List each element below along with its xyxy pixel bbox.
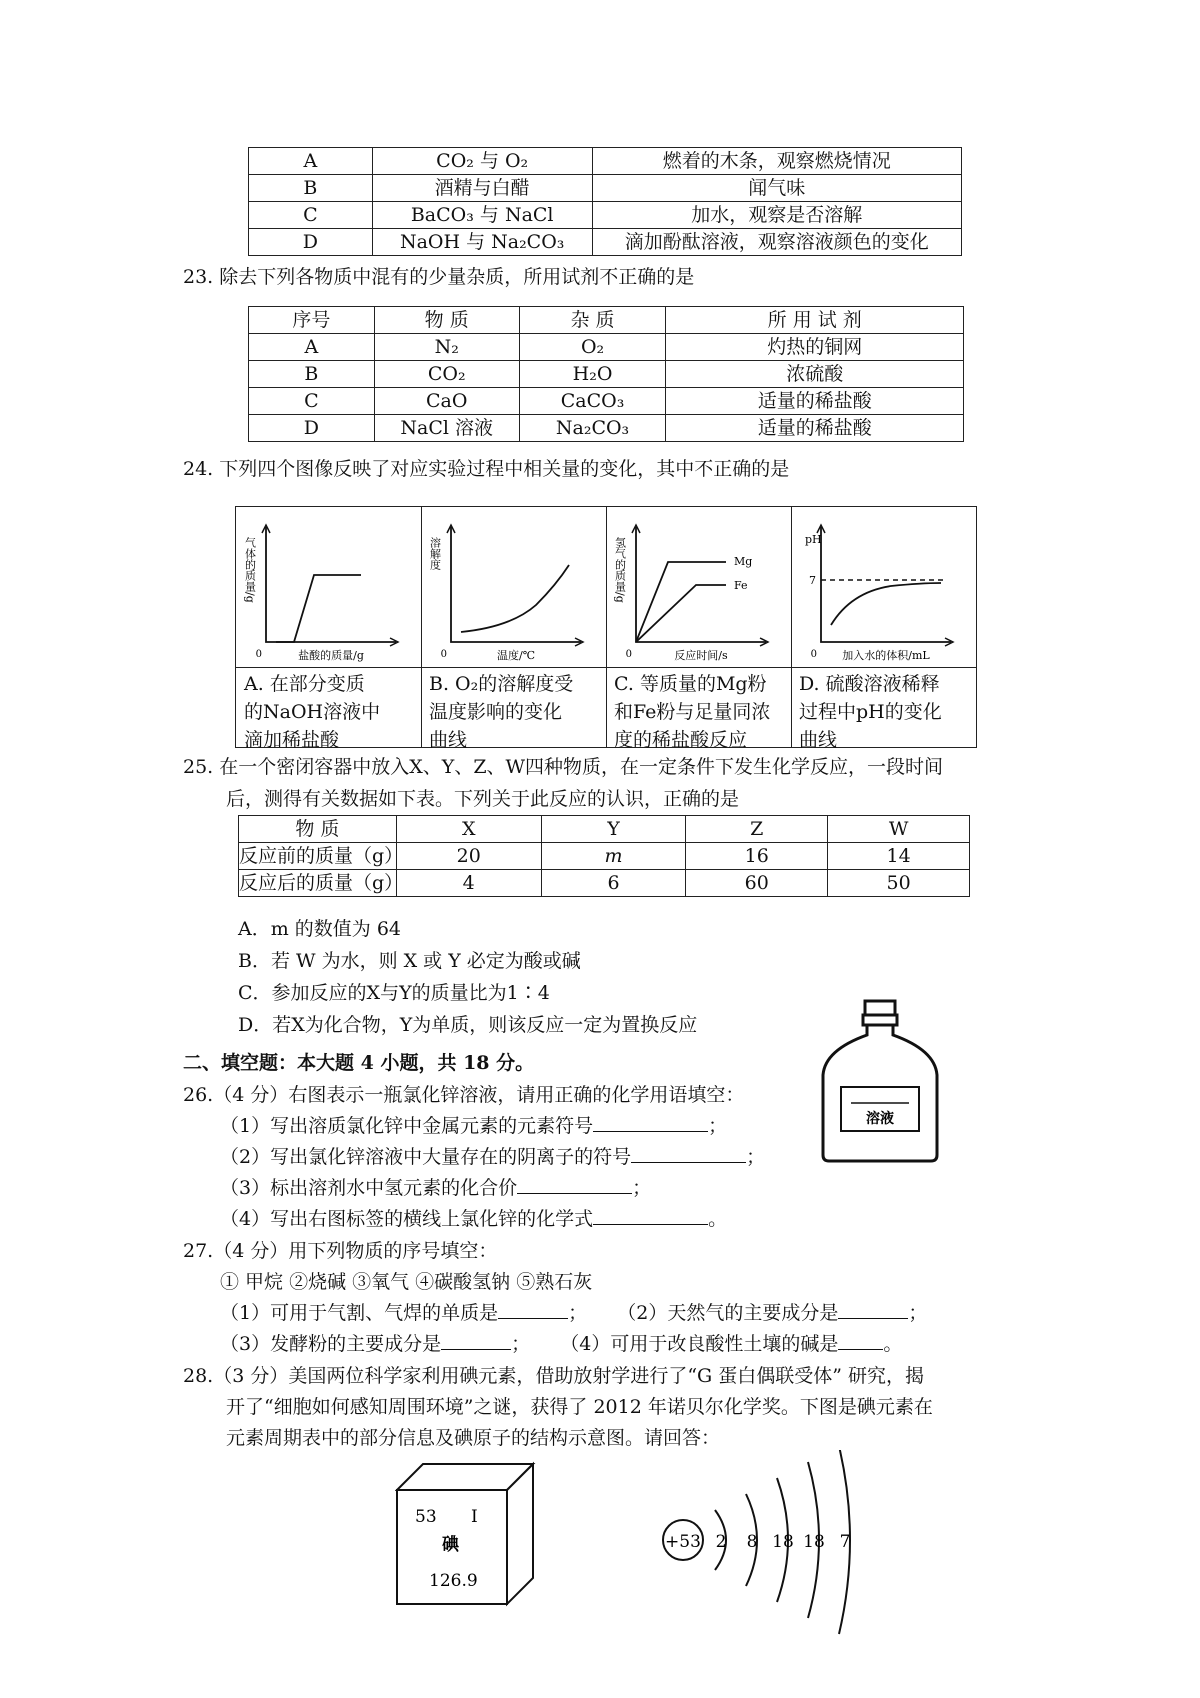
q25-stem-line1: 25. 在一个密闭容器中放入X、Y、Z、W四种物质，在一定条件下发生化学反应，一段时间 — [183, 756, 944, 778]
q24-caption-line: 曲线 — [799, 729, 838, 751]
q27-row2: （3）发酵粉的主要成分是 ； （4）可用于改良酸性土壤的碱是 。 — [220, 1329, 902, 1359]
q23-cell: O₂ — [519, 334, 666, 361]
q26-item1: （1）写出溶质氯化锌中金属元素的元素符号 ； — [220, 1111, 727, 1141]
q25-option: B．若 W 为水，则 X 或 Y 必定为酸或碱 — [238, 950, 581, 972]
q25-cell: 4 — [396, 870, 541, 897]
q24-caption-line: 曲线 — [429, 729, 468, 751]
q23-header-cell: 物 质 — [374, 307, 519, 334]
q23-cell: B — [249, 361, 375, 388]
graph-origin-label: 0 — [440, 649, 447, 660]
q24-caption-line: D. 硫酸溶液稀释 — [799, 673, 940, 695]
graph-series-label: Mg — [734, 555, 753, 568]
q24-caption-line: C. 等质量的Mg粉 — [614, 673, 767, 695]
nucleus-charge: +53 — [665, 1532, 701, 1552]
atomic-number: 53 — [415, 1507, 437, 1527]
q23-table — [248, 306, 964, 442]
bottle-label-text: 溶液 — [866, 1111, 894, 1127]
q26-item4: （4）写出右图标签的横线上氯化锌的化学式 。 — [220, 1204, 727, 1234]
q25-cell: 反应前的质量（g） — [239, 843, 397, 870]
graph-x-axis-label: 温度/℃ — [496, 649, 536, 662]
q23-header-cell: 序号 — [249, 307, 375, 334]
q25-row — [239, 843, 970, 870]
q25-cell: 14 — [828, 843, 970, 870]
graph-origin-label: 0 — [810, 649, 817, 660]
q27-stem: 27.（4 分）用下列物质的序号填空： — [183, 1240, 498, 1262]
q24-stem: 24. 下列四个图像反映了对应实验过程中相关量的变化，其中不正确的是 — [183, 458, 790, 480]
q28-line2: 开了“细胞如何感知周围环境”之谜，获得了 2012 年诺贝尔化学奖。下图是碘元素在 — [226, 1396, 933, 1418]
electron-count: 18 — [803, 1532, 825, 1552]
q25-cell: 60 — [686, 870, 828, 897]
q23-row — [249, 361, 964, 388]
q22-substances: BaCO₃ 与 NaCl — [372, 202, 592, 229]
graph-curve — [831, 583, 941, 625]
iodine-element-card — [395, 1460, 545, 1610]
q25-header-cell: X — [396, 816, 541, 843]
graph-x-axis-label: 反应时间/s — [674, 649, 728, 662]
q25-cell: 20 — [396, 843, 541, 870]
graph-y-axis-label: 气体的质量/g — [243, 537, 257, 603]
q24-caption — [236, 667, 421, 756]
q24-graph-panel — [236, 507, 422, 751]
q23-cell: 适量的稀盐酸 — [666, 415, 964, 442]
q22-option: C — [249, 202, 373, 229]
electron-count: 7 — [839, 1532, 851, 1552]
q22-method: 加水，观察是否溶解 — [592, 202, 961, 229]
q25-row — [239, 870, 970, 897]
graph-x-axis-label: 加入水的体积/mL — [842, 649, 930, 662]
q24-caption — [606, 667, 791, 756]
q23-cell: 适量的稀盐酸 — [666, 388, 964, 415]
electron-count: 8 — [746, 1532, 758, 1552]
q22-option: A — [249, 148, 373, 175]
q24-caption-line: B. O₂的溶解度受 — [429, 673, 574, 695]
q22-option: D — [249, 229, 373, 256]
q23-cell: Na₂CO₃ — [519, 415, 666, 442]
graph-x-axis-label: 盐酸的质量/g — [298, 649, 364, 662]
q23-cell: A — [249, 334, 375, 361]
q22-row — [249, 175, 962, 202]
q24-figure — [235, 506, 977, 751]
q24-graph — [421, 507, 606, 667]
q23-header-cell: 所 用 试 剂 — [666, 307, 964, 334]
q23-cell: 灼热的铜网 — [666, 334, 964, 361]
q26-stem: 26.（4 分）右图表示一瓶氯化锌溶液，请用正确的化学用语填空： — [183, 1084, 745, 1106]
q27-row1: （1）可用于气割、气焊的单质是 ； （2）天然气的主要成分是 ； — [220, 1298, 927, 1328]
q25-option: A．m 的数值为 64 — [238, 918, 401, 940]
q28-line3: 元素周期表中的部分信息及碘原子的结构示意图。请回答： — [226, 1427, 721, 1449]
graph-curve-fe — [636, 585, 726, 642]
q23-cell: H₂O — [519, 361, 666, 388]
q25-header-cell: W — [828, 816, 970, 843]
q25-cell: 16 — [686, 843, 828, 870]
atomic-mass: 126.9 — [429, 1571, 478, 1591]
q24-graph — [236, 507, 421, 667]
graph-origin-label: 0 — [625, 649, 632, 660]
q23-cell: CaCO₃ — [519, 388, 666, 415]
element-name: 碘 — [442, 1535, 459, 1555]
q24-caption-line: 温度影响的变化 — [429, 701, 563, 723]
q22-method: 滴加酚酞溶液，观察溶液颜色的变化 — [592, 229, 961, 256]
element-symbol: I — [471, 1507, 478, 1527]
q24-caption — [791, 667, 976, 756]
q22-row — [249, 148, 962, 175]
q23-row — [249, 334, 964, 361]
q23-stem: 23. 除去下列各物质中混有的少量杂质，所用试剂不正确的是 — [183, 266, 695, 288]
q24-caption-line: 过程中pH的变化 — [799, 701, 942, 723]
q24-caption-line: 和Fe粉与足量同浓 — [614, 701, 771, 723]
q24-caption-line: 滴加稀盐酸 — [244, 729, 340, 751]
q22-substances: 酒精与白醋 — [372, 175, 592, 202]
q23-row — [249, 415, 964, 442]
q24-graph-panel — [791, 507, 976, 751]
q25-header-cell: 物 质 — [239, 816, 397, 843]
q24-caption-line: A. 在部分变质 — [244, 673, 365, 695]
graph-y-axis-label: 氢气的质量/g — [613, 537, 627, 603]
q25-cell: 50 — [828, 870, 970, 897]
graph-series-label: Fe — [734, 579, 748, 592]
q24-graph-panel — [606, 507, 792, 751]
q22-option: B — [249, 175, 373, 202]
q24-caption-line: 度的稀盐酸反应 — [614, 729, 748, 751]
q26-item3: （3）标出溶剂水中氢元素的化合价 ； — [220, 1173, 651, 1203]
q22-row — [249, 202, 962, 229]
electron-count: 2 — [715, 1532, 727, 1552]
q22-table — [248, 147, 962, 256]
q23-cell: D — [249, 415, 375, 442]
q28-line1: 28.（3 分）美国两位科学家利用碘元素，借助放射学进行了“G 蛋白偶联受体” 研究，揭 — [183, 1365, 925, 1387]
graph-curve — [276, 575, 361, 642]
q25-cell: 6 — [541, 870, 686, 897]
q23-cell: NaCl 溶液 — [374, 415, 519, 442]
q23-cell: N₂ — [374, 334, 519, 361]
q24-graph-panel — [421, 507, 607, 751]
q22-substances: CO₂ 与 O₂ — [372, 148, 592, 175]
graph-tick-label: 7 — [809, 574, 816, 587]
q23-cell: CaO — [374, 388, 519, 415]
q22-method: 燃着的木条，观察燃烧情况 — [592, 148, 961, 175]
q24-graph — [606, 507, 791, 667]
section-title: 二、填空题：本大题 4 小题，共 18 分。 — [183, 1052, 535, 1074]
electron-count: 18 — [772, 1532, 794, 1552]
q23-cell: C — [249, 388, 375, 415]
iodine-atom-diagram — [655, 1450, 875, 1640]
q27-choices: ① 甲烷 ②烧碱 ③氧气 ④碳酸氢钠 ⑤熟石灰 — [220, 1271, 593, 1293]
q25-header-row — [239, 816, 970, 843]
graph-curve — [461, 565, 569, 632]
graph-y-axis-label: 溶解度 — [428, 537, 442, 570]
q25-table — [238, 815, 970, 897]
bottle-figure — [815, 995, 945, 1165]
q22-row — [249, 229, 962, 256]
q24-caption-line: 的NaOH溶液中 — [244, 701, 381, 723]
q22-method: 闻气味 — [592, 175, 961, 202]
q25-option: C．参加反应的X与Y的质量比为1∶4 — [238, 982, 550, 1004]
q25-header-cell: Y — [541, 816, 686, 843]
q25-stem-line2: 后，测得有关数据如下表。下列关于此反应的认识，正确的是 — [226, 788, 740, 810]
q23-header-row — [249, 307, 964, 334]
q22-substances: NaOH 与 Na₂CO₃ — [372, 229, 592, 256]
q25-option: D．若X为化合物，Y为单质，则该反应一定为置换反应 — [238, 1014, 698, 1036]
q25-cell: 反应后的质量（g） — [239, 870, 397, 897]
q23-cell: 浓硫酸 — [666, 361, 964, 388]
q25-cell: m — [541, 843, 686, 870]
q23-row — [249, 388, 964, 415]
graph-origin-label: 0 — [255, 649, 262, 660]
q23-header-cell: 杂 质 — [519, 307, 666, 334]
q25-header-cell: Z — [686, 816, 828, 843]
q26-item2: （2）写出氯化锌溶液中大量存在的阴离子的符号 ； — [220, 1142, 765, 1172]
q23-cell: CO₂ — [374, 361, 519, 388]
graph-y-axis-label: pH — [805, 533, 822, 546]
q24-graph — [791, 507, 976, 667]
q24-caption — [421, 667, 606, 756]
